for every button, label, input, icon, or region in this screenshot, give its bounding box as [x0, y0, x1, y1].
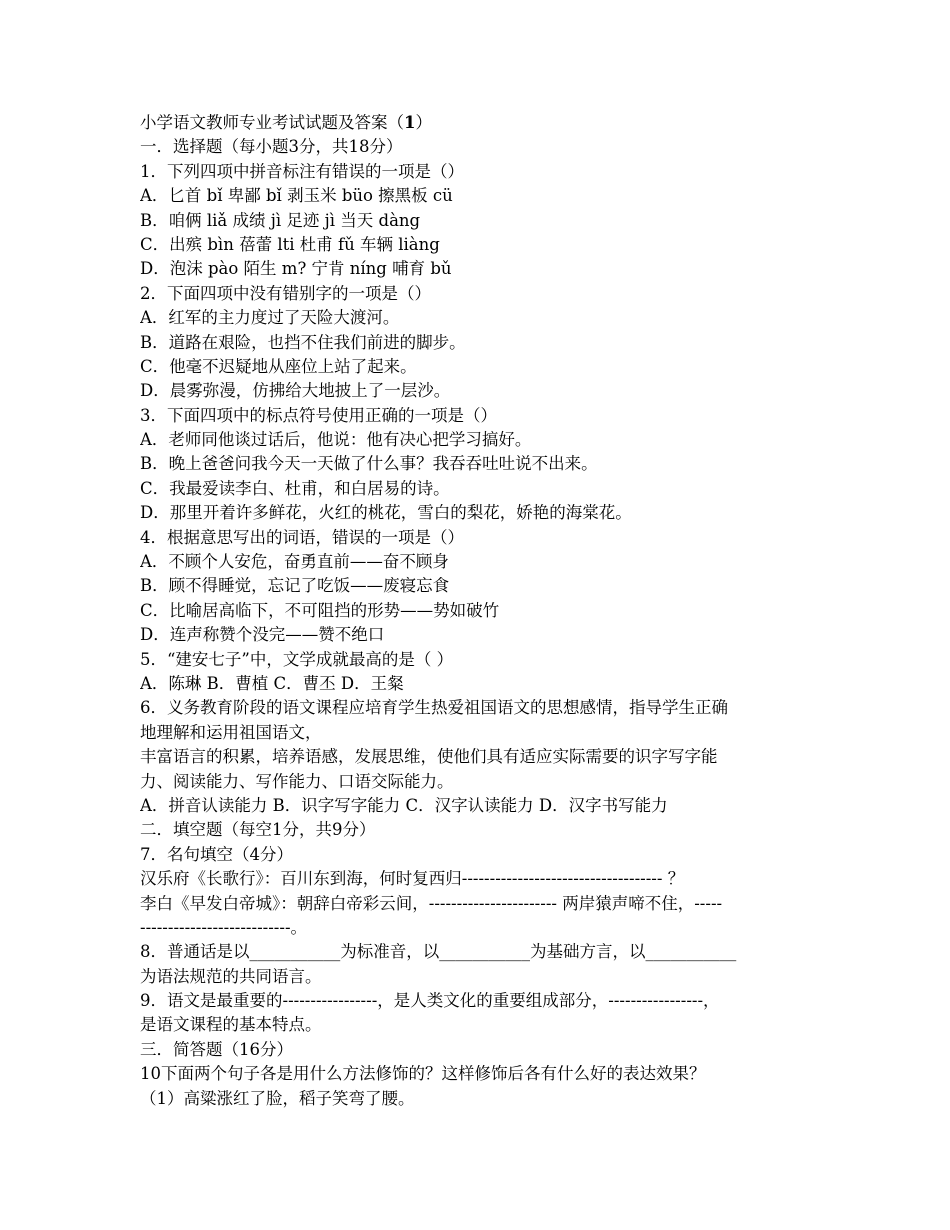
- question-6-line-3: 丰富语言的积累，培养语感，发展思维，使他们具有适应实际需要的识字写字能: [140, 747, 718, 767]
- question-1-option-a: A．匕首 bǐ 卑鄙 bǐ 剥玉米 büo 擦黑板 cü: [140, 186, 453, 206]
- question-4-option-a: A．不顾个人安危，奋勇直前——奋不顾身: [140, 552, 449, 572]
- question-6-line-2: 地理解和运用祖国语文，: [140, 722, 322, 742]
- question-7-line-3: ---------------------------。: [140, 917, 308, 937]
- question-2-option-a: A．红军的主力度过了天险大渡河。: [140, 308, 400, 328]
- question-4-option-c: C．比喻居高临下，不可阻挡的形势——势如破竹: [140, 600, 500, 620]
- question-7: 7．名句填空（4分）: [140, 844, 293, 864]
- question-3-option-c: C．我最爱读李白、杜甫，和白居易的诗。: [140, 478, 450, 498]
- question-1-option-c: C．出殡 bìn 蓓蕾 lti 杜甫 fǔ 车辆 liàng: [140, 234, 440, 254]
- question-5: 5．“建安七子”中，文学成就最高的是（ ）: [140, 649, 454, 669]
- document-page: [140, 111, 820, 1111]
- question-10: 10下面两个句子各是用什么方法修饰的？这样修饰后各有什么好的表达效果？: [140, 1064, 706, 1084]
- title-close: ）: [415, 113, 432, 132]
- question-3-option-b: B．晚上爸爸问我今天一天做了什么事？我吞吞吐吐说不出来。: [140, 454, 598, 474]
- question-3-option-a: A．老师同他谈过话后，他说：他有决心把学习搞好。: [140, 430, 532, 450]
- question-4: 4．根据意思写出的词语，错误的一项是（）: [140, 527, 464, 547]
- question-5-options: A．陈琳 B．曹植 C．曹丕 D．王粲: [140, 673, 404, 693]
- question-1-option-d: D．泡沫 pào 陌生 m? 宁肯 níng 哺育 bǔ: [140, 259, 452, 279]
- question-2: 2．下面四项中没有错别字的一项是（）: [140, 283, 431, 303]
- section-choice-heading: 一．选择题（每小题3分，共18分）: [140, 137, 403, 157]
- question-10-item-1: （1）高粱涨红了脸，稻子笑弯了腰。: [140, 1088, 415, 1108]
- question-9-line-2: 是语文课程的基本特点。: [140, 1015, 322, 1035]
- question-8-line-1: 8．普通话是以___________为标准音，以___________为基础方言，以___________: [140, 942, 737, 962]
- question-6-options: A．拼音认读能力 B．识字写字能力 C．汉字认读能力 D．汉字书写能力: [140, 795, 668, 815]
- question-2-option-b: B．道路在艰险，也挡不住我们前进的脚步。: [140, 332, 466, 352]
- title-text: 小学语文教师专业考试试题及答案（: [140, 113, 404, 132]
- question-1-option-b: B．咱俩 liǎ 成绩 jì 足迹 jì 当天 dàng: [140, 210, 421, 230]
- question-9-line-1: 9．语文是最重要的-----------------，是人类文化的重要组成部分，-----------------，: [140, 991, 720, 1011]
- question-7-line-1: 汉乐府《长歌行》：百川东到海，何时复西归------------------------------------ ？: [140, 869, 685, 889]
- question-4-option-d: D．连声称赞个没完——赞不绝口: [140, 625, 385, 645]
- title-number: 1: [404, 113, 416, 132]
- section-fill-heading: 二．填空题（每空1分，共9分）: [140, 820, 376, 840]
- question-4-option-b: B．顾不得睡觉，忘记了吃饭——废寝忘食: [140, 576, 450, 596]
- question-3-option-d: D．那里开着许多鲜花，火红的桃花，雪白的梨花，娇艳的海棠花。: [140, 503, 632, 523]
- question-6-line-1: 6．义务教育阶段的语文课程应培育学生热爱祖国语文的思想感情，指导学生正确: [140, 698, 728, 718]
- document-title: [140, 111, 820, 135]
- question-2-option-d: D．晨雾弥漫，仿拂给大地披上了一层沙。: [140, 381, 451, 401]
- question-7-line-2: 李白《早发白帝城》：朝辞白帝彩云间，----------------------- 两岸猿声啼不住，-----: [140, 893, 723, 913]
- section-short-answer-heading: 三．简答题（16分）: [140, 1039, 293, 1059]
- question-6-line-4: 力、阅读能力、写作能力、口语交际能力。: [140, 771, 454, 791]
- question-8-line-2: 为语法规范的共同语言。: [140, 966, 322, 986]
- question-3: 3．下面四项中的标点符号使用正确的一项是（）: [140, 405, 497, 425]
- question-1: 1．下列四项中拼音标注有错误的一项是（）: [140, 161, 464, 181]
- question-2-option-c: C．他毫不迟疑地从座位上站了起来。: [140, 356, 417, 376]
